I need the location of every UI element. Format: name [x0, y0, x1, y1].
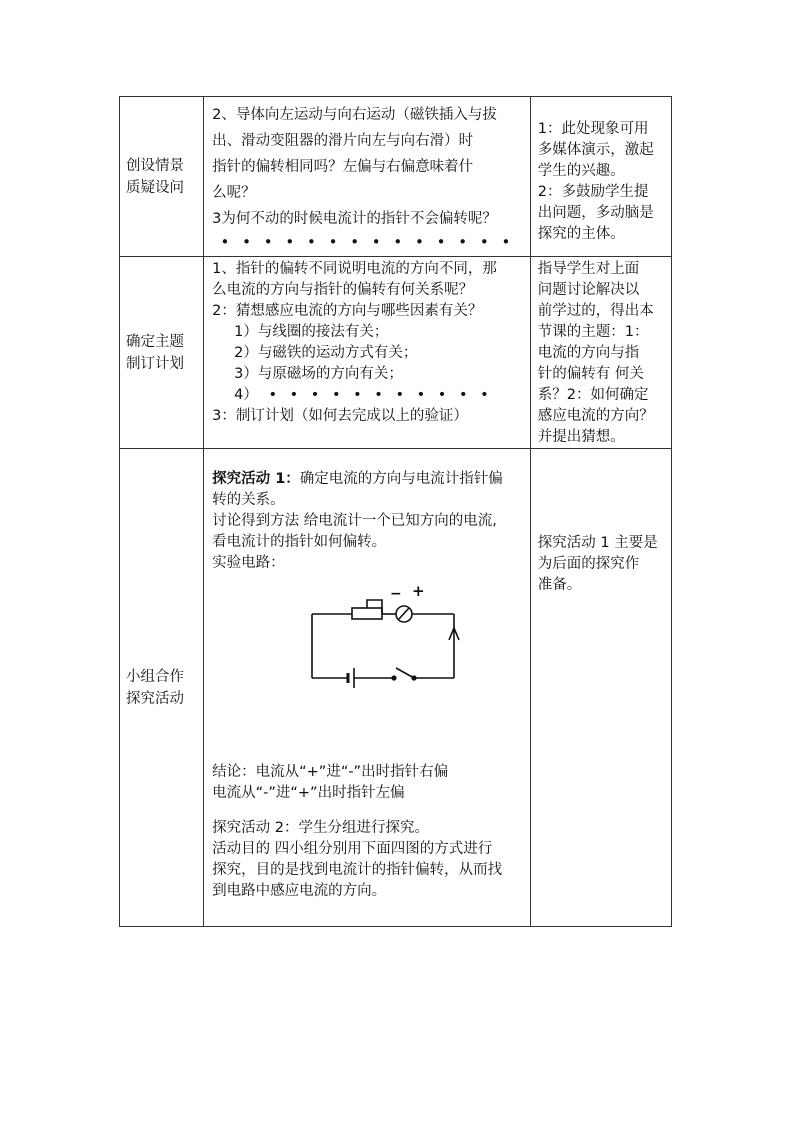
- conclusion-line: 结论：电流从“+”进“-”出时指针右偏: [212, 764, 449, 780]
- content-cell-plan: [204, 257, 531, 449]
- content-line: 转的关系。: [212, 492, 285, 508]
- content-line: 1、指针的偏转不同说明电流的方向不同，那: [212, 261, 497, 277]
- content-line: 2：猜想感应电流的方向与哪些因素有关？: [212, 303, 483, 319]
- conclusion-line: 电流从“-”进“+”出时指针左偏: [212, 785, 405, 801]
- content-cell-activity: [204, 449, 531, 927]
- content-cell-scenario: [204, 97, 531, 257]
- lesson-table: [119, 96, 672, 927]
- note-line: 准备。: [537, 577, 582, 593]
- ellipsis-dots: • • • • • • • • • • •: [268, 387, 493, 403]
- stage-label: 确定主题: [126, 333, 184, 350]
- content-line: 出、滑动变阻器的滑片向左与向右滑）时: [212, 133, 474, 149]
- minus-mark: −: [390, 586, 402, 602]
- activity1-title: 探究活动 1：: [212, 471, 300, 487]
- row-scenario: [120, 97, 672, 257]
- content-line: 指针的偏转相同吗？左偏与右偏意味着什: [212, 159, 474, 175]
- ellipsis-dots: • • • • • • • • • • • • • •: [220, 233, 515, 251]
- stage-cell-activity: [120, 449, 204, 927]
- activity2-line: 探究，目的是找到电流计的指针偏转，从而找: [212, 862, 503, 878]
- hypothesis-item: 3）与原磁场的方向有关；: [234, 366, 403, 382]
- note-line: 节课的主题：1：: [537, 324, 649, 340]
- note-line: 出问题，多动脑是: [537, 205, 654, 221]
- switch-icon: [396, 668, 414, 678]
- stage-label: 制订计划: [126, 355, 184, 372]
- note-line: 问题讨论解决以: [537, 282, 640, 298]
- circuit-diagram: [304, 580, 464, 690]
- rheostat: [352, 608, 382, 619]
- hypothesis-item: 2）与磁铁的运动方式有关；: [234, 345, 418, 361]
- row-activity: [120, 449, 672, 927]
- content-line: 么呢？: [212, 185, 256, 201]
- note-line: 探究活动 1 主要是: [537, 535, 658, 551]
- activity1-heading: [212, 469, 523, 490]
- note-line: 为后面的探究作: [537, 556, 640, 572]
- stage-label: 探究活动: [126, 690, 184, 707]
- stage-cell-plan: [120, 257, 204, 449]
- activity2-line: 探究活动 2：学生分组进行探究。: [212, 820, 429, 836]
- note-line: 系？2：如何确定: [537, 387, 649, 403]
- notes-cell-activity: [530, 449, 671, 927]
- hypothesis-4-label: 4）: [234, 387, 258, 403]
- note-line: 感应电流的方向？: [537, 408, 654, 424]
- note-line: 探究的主体。: [537, 226, 625, 242]
- stage-label: 创设情景: [126, 157, 184, 174]
- hypothesis-item: [212, 385, 523, 406]
- note-line: 针的偏转有 何关: [537, 366, 644, 382]
- content-line: 3：制订计划（如何去完成以上的验证）: [212, 408, 468, 424]
- note-line: 前学过的，得出本: [537, 303, 654, 319]
- method-line: 看电流计的指针如何偏转。: [212, 534, 387, 550]
- stage-label: 小组合作: [126, 668, 184, 685]
- note-line: 并提出猜想。: [537, 429, 625, 445]
- notes-cell-scenario: [530, 97, 671, 257]
- row-plan: [120, 257, 672, 449]
- stage-cell-scenario: [120, 97, 204, 257]
- content-line: 么电流的方向与指针的偏转有何关系呢？: [212, 282, 474, 298]
- note-line: 电流的方向与指: [537, 345, 640, 361]
- note-line: 1：此处现象可用: [537, 121, 649, 137]
- circuit-label: 实验电路：: [212, 555, 285, 571]
- activity2-line: 到电路中感应电流的方向。: [212, 883, 387, 899]
- note-line: 多媒体演示，激起: [537, 142, 654, 158]
- notes-cell-plan: [530, 257, 671, 449]
- plus-mark: +: [412, 582, 425, 600]
- method-line: 讨论得到方法 给电流计一个已知方向的电流,: [212, 513, 497, 529]
- stage-label: 质疑设问: [126, 179, 184, 196]
- note-line: 学生的兴趣。: [537, 163, 625, 179]
- content-line: 3为何不动的时候电流计的指针不会偏转呢？: [212, 211, 497, 227]
- hypothesis-item: 1）与线圈的接法有关；: [234, 324, 389, 340]
- activity1-text: 确定电流的方向与电流计指针偏: [299, 471, 503, 487]
- switch-contact: [412, 676, 416, 680]
- activity2-line: 活动目的 四小组分别用下面四图的方式进行: [212, 841, 493, 857]
- content-line: 2、导体向左运动与向右运动（磁铁插入与拔: [212, 107, 497, 123]
- note-line: 指导学生对上面: [537, 261, 640, 277]
- note-line: 2：多鼓励学生提: [537, 184, 649, 200]
